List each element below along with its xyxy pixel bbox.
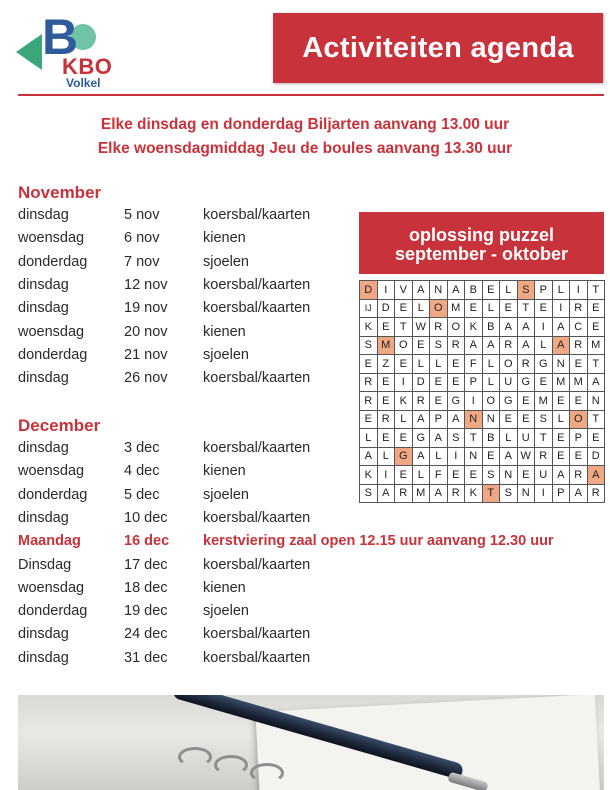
- day-cell: dinsdag: [18, 276, 69, 293]
- date-cell: 4 dec: [124, 463, 160, 480]
- day-cell: dinsdag: [18, 300, 69, 317]
- puzzle-cell: A: [430, 484, 448, 503]
- date-cell: 20 nov: [124, 323, 168, 340]
- puzzle-cell: I: [465, 392, 483, 411]
- puzzle-cell: S: [430, 336, 448, 355]
- puzzle-cell: N: [587, 392, 605, 411]
- activity-cell: sjoelen: [203, 253, 249, 270]
- puzzle-cell: L: [412, 466, 430, 485]
- activity-cell: sjoelen: [203, 346, 249, 363]
- logo-place: Volkel: [66, 76, 101, 90]
- puzzle-cell: T: [587, 281, 605, 300]
- day-cell: dinsdag: [18, 509, 69, 526]
- date-cell: 5 nov: [124, 207, 160, 223]
- photo-paper: [255, 695, 600, 790]
- puzzle-cell: P: [552, 484, 570, 503]
- puzzle-cell: A: [360, 447, 378, 466]
- note-jeu-de-boules: Elke woensdagmiddag Jeu de boules aanvang 13.30 uur: [97, 140, 513, 157]
- puzzle-cell: A: [552, 466, 570, 485]
- activity-cell: kienen: [203, 463, 246, 480]
- day-cell: woensdag: [18, 323, 85, 340]
- puzzle-cell: R: [587, 484, 605, 503]
- puzzle-cell: L: [500, 429, 518, 448]
- puzzle-cell: I: [395, 373, 413, 392]
- puzzle-cell: S: [447, 429, 465, 448]
- puzzle-cell: M: [447, 299, 465, 318]
- puzzle-cell: U: [535, 466, 553, 485]
- puzzle-cell: A: [570, 484, 588, 503]
- puzzle-cell: R: [500, 336, 518, 355]
- day-cell: Dinsdag: [18, 556, 72, 573]
- puzzle-cell: G: [447, 392, 465, 411]
- puzzle-cell: A: [412, 410, 430, 429]
- puzzle-cell: A: [447, 410, 465, 429]
- puzzle-cell: O: [570, 410, 588, 429]
- puzzle-cell: S: [482, 466, 500, 485]
- puzzle-row: [360, 392, 605, 411]
- puzzle-row: [360, 466, 605, 485]
- puzzle-cell: A: [482, 336, 500, 355]
- puzzle-cell: E: [500, 299, 518, 318]
- puzzle-cell: E: [430, 373, 448, 392]
- puzzle-cell: R: [412, 392, 430, 411]
- day-cell: woensdag: [18, 230, 85, 247]
- puzzle-cell: O: [430, 299, 448, 318]
- day-cell: donderdag: [18, 486, 88, 503]
- puzzle-cell: I: [552, 299, 570, 318]
- puzzle-cell: L: [482, 355, 500, 374]
- puzzle-cell: A: [412, 281, 430, 300]
- puzzle-cell: E: [430, 392, 448, 411]
- activity-cell: sjoelen: [203, 603, 249, 620]
- logo-triangle: [16, 34, 42, 70]
- puzzle-cell: E: [377, 429, 395, 448]
- photo-binder-ring: [178, 747, 212, 767]
- photo-binder-ring: [214, 755, 248, 775]
- activity-cell: kienen: [203, 230, 246, 247]
- puzzle-cell: M: [412, 484, 430, 503]
- puzzle-cell: E: [517, 392, 535, 411]
- day-cell: dinsdag: [18, 370, 69, 387]
- puzzle-cell: E: [412, 336, 430, 355]
- puzzle-cell: A: [517, 336, 535, 355]
- puzzle-cell: N: [552, 355, 570, 374]
- puzzle-cell: T: [517, 299, 535, 318]
- puzzle-cell: L: [412, 355, 430, 374]
- puzzle-cell: K: [360, 318, 378, 337]
- puzzle-cell: N: [430, 281, 448, 300]
- puzzle-cell: E: [360, 355, 378, 374]
- date-cell: 17 dec: [124, 556, 168, 573]
- puzzle-cell: S: [500, 484, 518, 503]
- day-cell: dinsdag: [18, 649, 69, 666]
- puzzle-cell: E: [570, 447, 588, 466]
- puzzle-cell: D: [360, 281, 378, 300]
- day-cell: dinsdag: [18, 207, 69, 223]
- puzzle-cell: R: [395, 484, 413, 503]
- puzzle-cell: M: [535, 392, 553, 411]
- puzzle-cell: P: [535, 281, 553, 300]
- puzzle-grid: [359, 280, 605, 503]
- puzzle-cell: O: [395, 336, 413, 355]
- puzzle-cell: E: [552, 392, 570, 411]
- puzzle-cell: E: [360, 410, 378, 429]
- puzzle-row: [360, 281, 605, 300]
- puzzle-cell: E: [395, 355, 413, 374]
- puzzle-cell: A: [517, 318, 535, 337]
- puzzle-cell: R: [360, 392, 378, 411]
- puzzle-cell: K: [465, 318, 483, 337]
- puzzle-cell: IJ: [360, 299, 378, 318]
- puzzle-row: [360, 447, 605, 466]
- puzzle-cell: O: [482, 392, 500, 411]
- puzzle-cell: S: [517, 281, 535, 300]
- date-cell: 16 dec: [124, 533, 170, 550]
- puzzle-cell: A: [587, 373, 605, 392]
- puzzle-cell: G: [535, 355, 553, 374]
- puzzle-row: [360, 410, 605, 429]
- puzzle-cell: D: [587, 447, 605, 466]
- puzzle-cell: M: [587, 336, 605, 355]
- puzzle-cell: T: [587, 410, 605, 429]
- date-cell: 10 dec: [124, 509, 168, 526]
- puzzle-cell: E: [395, 299, 413, 318]
- puzzle-cell: E: [500, 410, 518, 429]
- puzzle-title-line1: oplossing puzzel: [408, 225, 554, 245]
- puzzle-cell: A: [500, 318, 518, 337]
- puzzle-cell: A: [500, 447, 518, 466]
- month-heading: November: [18, 183, 102, 202]
- puzzle-cell: O: [500, 355, 518, 374]
- puzzle-cell: S: [360, 484, 378, 503]
- puzzle-cell: R: [517, 355, 535, 374]
- puzzle-cell: A: [430, 429, 448, 448]
- puzzle-cell: E: [377, 373, 395, 392]
- puzzle-cell: L: [412, 299, 430, 318]
- puzzle-cell: I: [377, 466, 395, 485]
- kbo-logo: [14, 10, 134, 92]
- header-divider: [18, 94, 604, 96]
- puzzle-cell: U: [517, 429, 535, 448]
- puzzle-cell: L: [430, 355, 448, 374]
- puzzle-cell: I: [535, 484, 553, 503]
- puzzle-cell: L: [552, 410, 570, 429]
- puzzle-cell: I: [535, 318, 553, 337]
- activity-cell: sjoelen: [203, 486, 249, 503]
- day-cell: Maandag: [18, 533, 81, 550]
- date-cell: 19 dec: [124, 603, 168, 620]
- puzzle-cell: E: [517, 410, 535, 429]
- day-cell: dinsdag: [18, 440, 69, 456]
- date-cell: 24 dec: [124, 626, 168, 643]
- puzzle-cell: E: [377, 392, 395, 411]
- puzzle-cell: R: [360, 373, 378, 392]
- puzzle-cell: E: [465, 466, 483, 485]
- puzzle-cell: K: [465, 484, 483, 503]
- puzzle-cell: L: [535, 336, 553, 355]
- puzzle-cell: I: [447, 447, 465, 466]
- puzzle-cell: A: [552, 318, 570, 337]
- activity-cell: koersbal/kaarten: [203, 370, 311, 387]
- puzzle-cell: L: [482, 373, 500, 392]
- logo-mark: B: [42, 9, 79, 65]
- puzzle-cell: P: [465, 373, 483, 392]
- puzzle-cell: B: [482, 429, 500, 448]
- puzzle-cell: C: [570, 318, 588, 337]
- puzzle-cell: E: [447, 373, 465, 392]
- puzzle-cell: L: [395, 410, 413, 429]
- puzzle-cell: D: [412, 373, 430, 392]
- puzzle-cell: E: [482, 281, 500, 300]
- puzzle-cell: A: [412, 447, 430, 466]
- puzzle-cell: L: [500, 281, 518, 300]
- puzzle-cell: T: [465, 429, 483, 448]
- puzzle-row: [360, 336, 605, 355]
- puzzle-cell: E: [552, 447, 570, 466]
- puzzle-cell: R: [447, 484, 465, 503]
- puzzle-title-line2: september - oktober: [394, 244, 569, 264]
- puzzle-cell: P: [570, 429, 588, 448]
- day-cell: donderdag: [18, 253, 88, 270]
- puzzle-row: [360, 318, 605, 337]
- note-billiards: Elke dinsdag en donderdag Biljarten aanvang 13.00 uur: [100, 116, 510, 133]
- puzzle-cell: A: [377, 484, 395, 503]
- puzzle-cell: W: [412, 318, 430, 337]
- activity-cell: kienen: [203, 579, 246, 596]
- page-title: Activiteiten agenda: [302, 31, 574, 64]
- puzzle-cell: N: [482, 410, 500, 429]
- puzzle-cell: E: [552, 429, 570, 448]
- puzzle-cell: D: [377, 299, 395, 318]
- activity-cell: koersbal/kaarten: [203, 300, 311, 317]
- puzzle-cell: E: [570, 355, 588, 374]
- puzzle-cell: L: [482, 299, 500, 318]
- puzzle-cell: E: [535, 373, 553, 392]
- puzzle-cell: E: [570, 392, 588, 411]
- puzzle-cell: T: [535, 429, 553, 448]
- puzzle-cell: B: [465, 281, 483, 300]
- puzzle-cell: A: [587, 466, 605, 485]
- date-cell: 5 dec: [124, 486, 160, 503]
- puzzle-cell: R: [570, 299, 588, 318]
- puzzle-cell: E: [447, 466, 465, 485]
- puzzle-cell: A: [447, 281, 465, 300]
- day-cell: donderdag: [18, 346, 88, 363]
- puzzle-cell: N: [517, 484, 535, 503]
- date-cell: 3 dec: [124, 440, 160, 456]
- puzzle-cell: A: [552, 336, 570, 355]
- logo-name: KBO: [62, 54, 113, 79]
- puzzle-cell: E: [395, 466, 413, 485]
- puzzle-cell: K: [360, 466, 378, 485]
- activity-cell: koersbal/kaarten: [203, 509, 311, 526]
- puzzle-cell: R: [535, 447, 553, 466]
- puzzle-cell: R: [447, 336, 465, 355]
- puzzle-cell: G: [395, 447, 413, 466]
- puzzle-cell: I: [570, 281, 588, 300]
- puzzle-cell: L: [430, 447, 448, 466]
- puzzle-cell: W: [517, 447, 535, 466]
- puzzle-cell: L: [360, 429, 378, 448]
- puzzle-cell: T: [482, 484, 500, 503]
- puzzle-cell: N: [465, 410, 483, 429]
- puzzle-cell: E: [517, 466, 535, 485]
- puzzle-cell: U: [500, 373, 518, 392]
- puzzle-cell: E: [587, 429, 605, 448]
- puzzle-cell: E: [587, 299, 605, 318]
- puzzle-cell: B: [482, 318, 500, 337]
- puzzle-cell: T: [395, 318, 413, 337]
- puzzle-cell: P: [430, 410, 448, 429]
- day-cell: woensdag: [18, 463, 85, 480]
- date-cell: 18 dec: [124, 579, 168, 596]
- puzzle-cell: M: [570, 373, 588, 392]
- month-heading: December: [18, 416, 101, 435]
- activity-cell: kerstviering zaal open 12.15 uur aanvang 12.30 uur: [203, 533, 554, 550]
- puzzle-cell: R: [570, 466, 588, 485]
- puzzle-cell: M: [377, 336, 395, 355]
- title-banner: [273, 13, 603, 83]
- puzzle-cell: A: [465, 336, 483, 355]
- puzzle-cell: E: [465, 299, 483, 318]
- puzzle-cell: E: [535, 299, 553, 318]
- activity-cell: koersbal/kaarten: [203, 207, 311, 223]
- puzzle-cell: E: [587, 318, 605, 337]
- puzzle-cell: E: [482, 447, 500, 466]
- puzzle-cell: R: [377, 410, 395, 429]
- date-cell: 31 dec: [124, 649, 168, 666]
- puzzle-cell: F: [465, 355, 483, 374]
- puzzle-row: [360, 355, 605, 374]
- puzzle-cell: G: [517, 373, 535, 392]
- date-cell: 21 nov: [124, 346, 168, 363]
- day-cell: dinsdag: [18, 626, 69, 643]
- date-cell: 12 nov: [124, 276, 168, 293]
- agenda-photo: [18, 695, 604, 790]
- puzzle-cell: N: [465, 447, 483, 466]
- date-cell: 6 nov: [124, 230, 160, 247]
- puzzle-solution-banner: [359, 212, 604, 274]
- puzzle-cell: L: [552, 281, 570, 300]
- activity-cell: kienen: [203, 323, 246, 340]
- puzzle-cell: E: [395, 429, 413, 448]
- puzzle-row: [360, 299, 605, 318]
- puzzle-cell: R: [430, 318, 448, 337]
- puzzle-cell: T: [587, 355, 605, 374]
- puzzle-cell: V: [395, 281, 413, 300]
- puzzle-cell: G: [412, 429, 430, 448]
- puzzle-cell: O: [447, 318, 465, 337]
- activity-cell: koersbal/kaarten: [203, 440, 311, 456]
- activity-cell: koersbal/kaarten: [203, 556, 311, 573]
- date-cell: 7 nov: [124, 253, 160, 270]
- puzzle-row: [360, 484, 605, 503]
- puzzle-cell: K: [395, 392, 413, 411]
- puzzle-cell: N: [500, 466, 518, 485]
- puzzle-cell: I: [377, 281, 395, 300]
- day-cell: woensdag: [18, 579, 85, 596]
- day-cell: donderdag: [18, 603, 88, 620]
- puzzle-cell: F: [430, 466, 448, 485]
- puzzle-cell: E: [377, 318, 395, 337]
- puzzle-row: [360, 373, 605, 392]
- date-cell: 19 nov: [124, 300, 168, 317]
- date-cell: 26 nov: [124, 370, 168, 387]
- puzzle-cell: S: [360, 336, 378, 355]
- puzzle-cell: R: [570, 336, 588, 355]
- photo-binder-ring: [250, 763, 284, 783]
- activity-cell: koersbal/kaarten: [203, 276, 311, 293]
- puzzle-cell: M: [552, 373, 570, 392]
- puzzle-cell: Z: [377, 355, 395, 374]
- puzzle-cell: E: [447, 355, 465, 374]
- puzzle-cell: S: [535, 410, 553, 429]
- puzzle-cell: L: [377, 447, 395, 466]
- puzzle-row: [360, 429, 605, 448]
- puzzle-cell: G: [500, 392, 518, 411]
- activity-cell: koersbal/kaarten: [203, 626, 311, 643]
- activity-cell: koersbal/kaarten: [203, 649, 311, 666]
